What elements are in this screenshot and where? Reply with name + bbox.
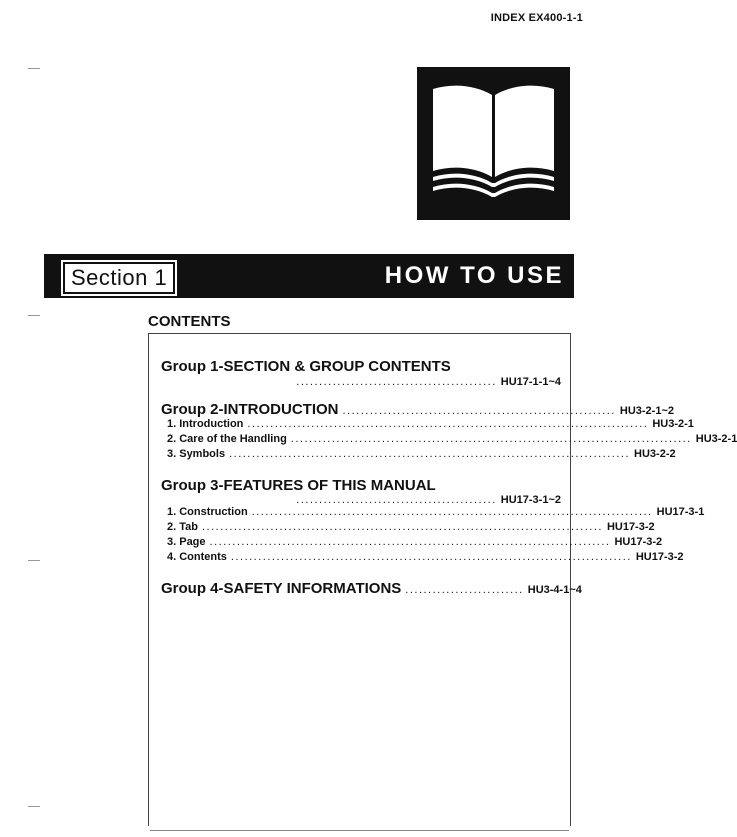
list-item: 1. Introduction ........................................................................................ HU3-2-1 — [167, 418, 694, 430]
margin-mark — [28, 315, 40, 316]
margin-mark — [28, 806, 40, 807]
contents-heading: CONTENTS — [148, 313, 231, 330]
group-4 — [161, 580, 582, 597]
section-bar — [44, 254, 574, 298]
group-title: Group 2-INTRODUCTION — [161, 401, 339, 418]
list-item: 1. Construction ........................................................................................ HU17-3-1 — [167, 506, 705, 518]
list-item: 2. Tab ........................................................................................ HU17-3-2 — [167, 521, 655, 533]
group-1 — [161, 358, 561, 388]
list-item: 2. Care of the Handling ........................................................................................ HU3-2-1 — [167, 433, 737, 445]
contents-box — [148, 333, 737, 826]
section-title: HOW TO USE — [384, 262, 564, 289]
group-page-ref: HU17-3-1~2 — [500, 494, 561, 506]
group-title: Group 1-SECTION & GROUP CONTENTS — [161, 358, 451, 375]
group-title: Group 3-FEATURES OF THIS MANUAL — [161, 477, 436, 494]
index-code: INDEX EX400-1-1 — [490, 12, 583, 24]
margin-mark — [28, 68, 40, 69]
list-item: 3. Page ........................................................................................ HU17-3-2 — [167, 536, 663, 548]
open-book-icon — [417, 67, 570, 220]
section-tag: Section 1 — [63, 262, 175, 294]
group-2 — [161, 401, 737, 463]
group-3 — [161, 477, 705, 566]
leader-dots: ............................................ — [296, 494, 497, 506]
list-item: 4. Contents ........................................................................................ HU17-3-2 — [167, 551, 684, 563]
group-page-ref: HU17-1-1~4 — [500, 376, 561, 388]
margin-mark — [28, 560, 40, 561]
list-item: 3. Symbols ........................................................................................ HU3-2-2 — [167, 448, 676, 460]
group-page-ref: HU3-4-1~4 — [527, 584, 582, 596]
leader-dots: .......................... — [405, 584, 524, 596]
leader-dots: ............................................................ — [342, 405, 616, 417]
group-title: Group 4-SAFETY INFORMATIONS — [161, 580, 402, 597]
leader-dots: ............................................ — [296, 376, 497, 388]
bottom-rule — [150, 830, 569, 831]
group-page-ref: HU3-2-1~2 — [619, 405, 674, 417]
